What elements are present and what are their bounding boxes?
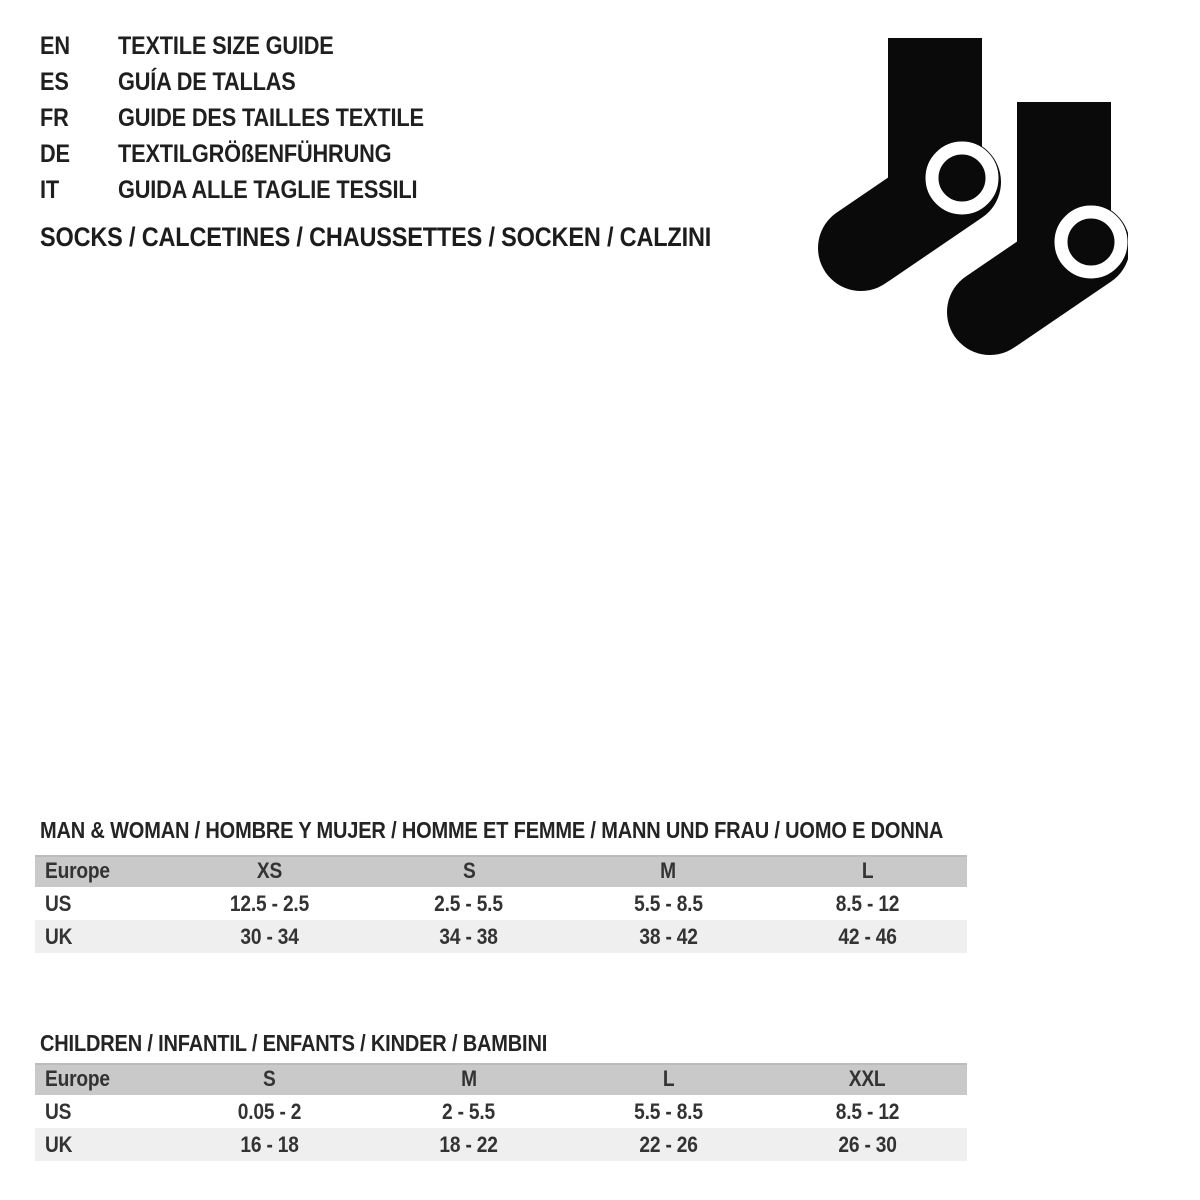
language-label: TEXTILGRÖßENFÜHRUNG — [118, 139, 392, 168]
size-table-children — [35, 1063, 967, 1161]
size-cell: 42 - 46 — [838, 923, 897, 949]
size-cell: 8.5 - 12 — [835, 890, 900, 916]
section-heading-text: MAN & WOMAN / HOMBRE Y MUJER / HOMME ET FEMME / MANN UND FRAU / UOMO E DONNA — [40, 816, 944, 843]
language-label: GUIDE DES TAILLES TEXTILE — [118, 103, 424, 132]
row-label: US — [45, 890, 72, 916]
sock-left-icon — [861, 38, 992, 248]
language-row — [40, 100, 470, 136]
section-heading-man-woman — [40, 816, 1078, 844]
size-cell: 34 - 38 — [439, 923, 499, 949]
table-row-us — [35, 1095, 967, 1128]
language-label: GUIDA ALLE TAGLIE TESSILI — [118, 175, 418, 204]
language-code: FR — [40, 103, 69, 132]
size-cell: 12.5 - 2.5 — [230, 890, 310, 916]
header-cell-size-s: S — [462, 858, 476, 883]
size-cell: 8.5 - 12 — [835, 1098, 900, 1124]
table-header-row — [35, 1063, 967, 1095]
language-code: DE — [40, 139, 70, 168]
header-cell-size-m: M — [660, 858, 677, 883]
size-cell: 5.5 - 8.5 — [633, 1098, 703, 1124]
language-row — [40, 64, 470, 100]
section-heading-text: CHILDREN / INFANTIL / ENFANTS / KINDER / BAMBINI — [40, 1029, 548, 1056]
product-categories — [40, 221, 811, 253]
header-cell-size-xxl: XXL — [849, 1066, 886, 1091]
header-cell-region: Europe — [45, 1066, 110, 1091]
size-cell: 22 - 26 — [638, 1131, 698, 1157]
language-label: TEXTILE SIZE GUIDE — [118, 31, 334, 60]
header-cell-region: Europe — [45, 858, 110, 883]
sock-right-icon — [990, 102, 1121, 312]
size-cell: 0.05 - 2 — [237, 1098, 302, 1124]
size-cell: 2 - 5.5 — [442, 1098, 496, 1124]
language-list — [40, 28, 470, 208]
header-cell-size-m: M — [460, 1066, 477, 1091]
row-label: US — [45, 1098, 72, 1124]
size-cell: 18 - 22 — [439, 1131, 499, 1157]
size-table-man-woman — [35, 855, 967, 953]
size-cell: 26 - 30 — [838, 1131, 897, 1157]
row-label: UK — [45, 923, 73, 949]
size-cell: 38 - 42 — [638, 923, 698, 949]
language-code: ES — [40, 67, 69, 96]
section-heading-children — [40, 1029, 623, 1057]
header-cell-size-l: L — [662, 1066, 674, 1091]
language-row — [40, 172, 470, 208]
header-cell-size-xs: XS — [257, 858, 283, 883]
language-row — [40, 28, 470, 64]
size-cell: 5.5 - 8.5 — [633, 890, 703, 916]
product-categories-text: SOCKS / CALCETINES / CHAUSSETTES / SOCKEN / CALZINI — [40, 221, 712, 252]
header-cell-size-s: S — [263, 1066, 276, 1091]
language-code: EN — [40, 31, 70, 60]
socks-icon — [818, 36, 1128, 361]
table-row-us — [35, 887, 967, 920]
size-cell: 2.5 - 5.5 — [434, 890, 504, 916]
language-code: IT — [40, 175, 59, 204]
language-row — [40, 136, 470, 172]
size-cell: 16 - 18 — [240, 1131, 299, 1157]
row-label: UK — [45, 1131, 73, 1157]
header-cell-size-l: L — [861, 858, 874, 883]
table-row-uk — [35, 1128, 967, 1161]
size-cell: 30 - 34 — [240, 923, 299, 949]
table-header-row — [35, 855, 967, 887]
table-row-uk — [35, 920, 967, 953]
language-label: GUÍA DE TALLAS — [118, 67, 296, 96]
